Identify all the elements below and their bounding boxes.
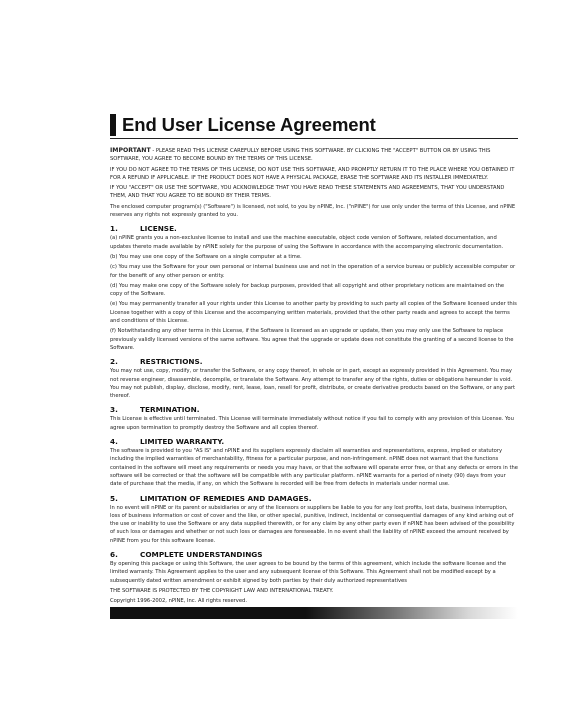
- page-title: End User License Agreement: [122, 114, 376, 135]
- section-heading: [110, 550, 518, 560]
- section-title: COMPLETE UNDERSTANDINGS: [140, 549, 263, 559]
- section-title: LIMITATION OF REMEDIES AND DAMAGES.: [140, 493, 312, 503]
- section-paragraph: (a) nPINE grants you a non-exclusive license to install and use the machine executable, object code version of Software, related documentation, and updates thereto made available by nPINE solely for the purpose of using the Software in accordance with the accompanying electronic documentation.: [110, 235, 504, 250]
- license-document: [110, 112, 518, 618]
- section-paragraph: This License is effective until terminated. This License will terminate immediately without notice if you fail to comply with any provision of this License. You agree upon termination to promptly destroy the Software and all copies thereof.: [110, 416, 514, 431]
- section-paragraph: (c) You may use the Software for your own personal or internal business use and not in the operation of a service bureau or publicly accessible computer or for the benefit of any other person or entity.: [110, 264, 516, 279]
- section-heading: [110, 494, 518, 504]
- section-paragraph: By opening this package or using this Software, the user agrees to be bound by the terms of this agreement, which include the software license and the limited warranty. This Agreement applies to the user and any subsequent license of this Software. This Agreement shall not be modified except by a subsequently dated written amendment or exhibit signed by both parties by their duly authorized representatives: [110, 560, 507, 584]
- section-paragraph: (f) Notwithstanding any other terms in this License, if the Software is licensed as an upgrade or update, then you may only use the Software to replace previously validly licensed versions of the same software. You agree that the upgrade or update does not constitute the granting of a second license to the Software.: [110, 328, 514, 351]
- section-paragraph: (e) You may permanently transfer all your rights under this License to another party by providing to such party all copies of the Software licensed under this License together with a copy of this License and the accompanying written materials, provided that the other party reads and agrees to accept the terms and conditions of this License.: [110, 301, 517, 325]
- section-title: TERMINATION.: [140, 405, 200, 415]
- intro-paragraph: IF YOU DO NOT AGREE TO THE TERMS OF THIS LICENSE, DO NOT USE THIS SOFTWARE, AND PROMPTLY RETURN IT TO THE PLACE WHERE YOU OBTAINED IT FOR A REFUND IF APPLICABLE. IF THE PRODUCT DOES NOT HAVE A PHYSICAL PACKAGE, ERASE THE SOFTWARE AND ITS INSTALLER IMMEDIATELY.: [110, 166, 515, 181]
- intro-paragraph: The enclosed computer program(s) ("Software") is licensed, not sold, to you by nPINE, Inc. ("nPINE") for use only under the terms of this License, and nPINE reserves any rights not expressly granted to you.: [110, 203, 516, 219]
- copyright-line: Copyright 1996-2002, nPINE, Inc. All rights reserved.: [110, 598, 247, 605]
- important-paragraph: [110, 147, 518, 164]
- section-number: 6.: [110, 549, 118, 559]
- section-number: 1.: [110, 224, 118, 234]
- section-number: 4.: [110, 437, 118, 447]
- section-paragraph: (b) You may use one copy of the Software on a single computer at a time.: [110, 253, 302, 260]
- title-accent-bar: [110, 114, 116, 136]
- section-heading: [110, 357, 518, 367]
- section-number: 3.: [110, 405, 118, 415]
- important-label: IMPORTANT: [110, 147, 151, 154]
- title-row: [110, 112, 518, 139]
- section-paragraph: You may not use, copy, modify, or transfer the Software, or any copy thereof, in whole or in part, except as expressly provided in this Agreement. You may not reverse engineer, disassemble, decompile, or translate the Software. Any attempt to transfer any of the rights, duties or obligations hereunder is void. You may not publish, display, disclose, modify, rent, lease, loan, resell for profit, distribute, or create derivative products based on the Software, or any part thereof.: [110, 368, 516, 400]
- section-paragraph: The software is provided to you "AS IS" and nPINE and its suppliers expressly disclaim all warranties and representations, express, implied or statutory including the implied warranties of merchantability, fitness for a particular purpose, and non-infringement. nPINE does not warrant that the functions contained in the software will meet any requirements or needs you may have, or that the software will operate error free, or that any defects or errors in the software will be corrected or that the software will be compatible with any particular platform. nPINE warrants for a period of ninety (90) days from your date of purchase that the media, if any, on which the Software is recorded will be free from defects in materials under normal use.: [110, 448, 519, 488]
- intro-paragraph: IF YOU "ACCEPT" OR USE THE SOFTWARE, YOU ACKNOWLEDGE THAT YOU HAVE READ THESE STATEMENTS AND AGREEMENTS, THAT YOU UNDERSTAND THEM, AND THAT YOU AGREE TO BE BOUND BY THEIR TERMS.: [110, 185, 505, 200]
- section-heading: [110, 405, 518, 415]
- section-heading: [110, 437, 518, 447]
- copyright-notice: THE SOFTWARE IS PROTECTED BY THE COPYRIGHT LAW AND INTERNATIONAL TREATY.: [110, 587, 334, 594]
- important-text: - PLEASE READ THIS LICENSE CAREFULLY BEFORE USING THIS SOFTWARE. BY CLICKING THE "ACCEPT" BUTTON OR BY USING THIS SOFTWARE, YOU AGREE TO BECOME BOUND BY THE TERMS OF THIS LICENSE.: [110, 148, 491, 163]
- section-title: LIMITED WARRANTY.: [140, 437, 225, 447]
- section-title: LICENSE.: [140, 224, 177, 234]
- section-number: 2.: [110, 357, 118, 367]
- section-paragraph: (d) You may make one copy of the Software solely for backup purposes, provided that all copyright and other proprietary notices are maintained on the copy of the Software.: [110, 282, 505, 298]
- section-heading: [110, 224, 518, 234]
- section-number: 5.: [110, 493, 118, 503]
- section-title: RESTRICTIONS.: [140, 357, 203, 367]
- section-paragraph: In no event will nPINE or its parent or subsidiaries or any of the licensors or suppliers be liable to you for any lost profits, lost data, business interruption, loss of business information or cost of cover and the like, or other special, punitive, indirect, incidental or consequential damages of any kind arising out of the use or inability to use the Software or any data supplied therewith, or for any claim by any other party even if nPINE has been advised of the possibility of such loss or damages and whether or not such loss or damages are foreseeable. In no event shall the liability of nPINE exceed the amount received by nPINE from you for this software license.: [110, 504, 515, 544]
- footer-gradient-bar: [110, 607, 518, 619]
